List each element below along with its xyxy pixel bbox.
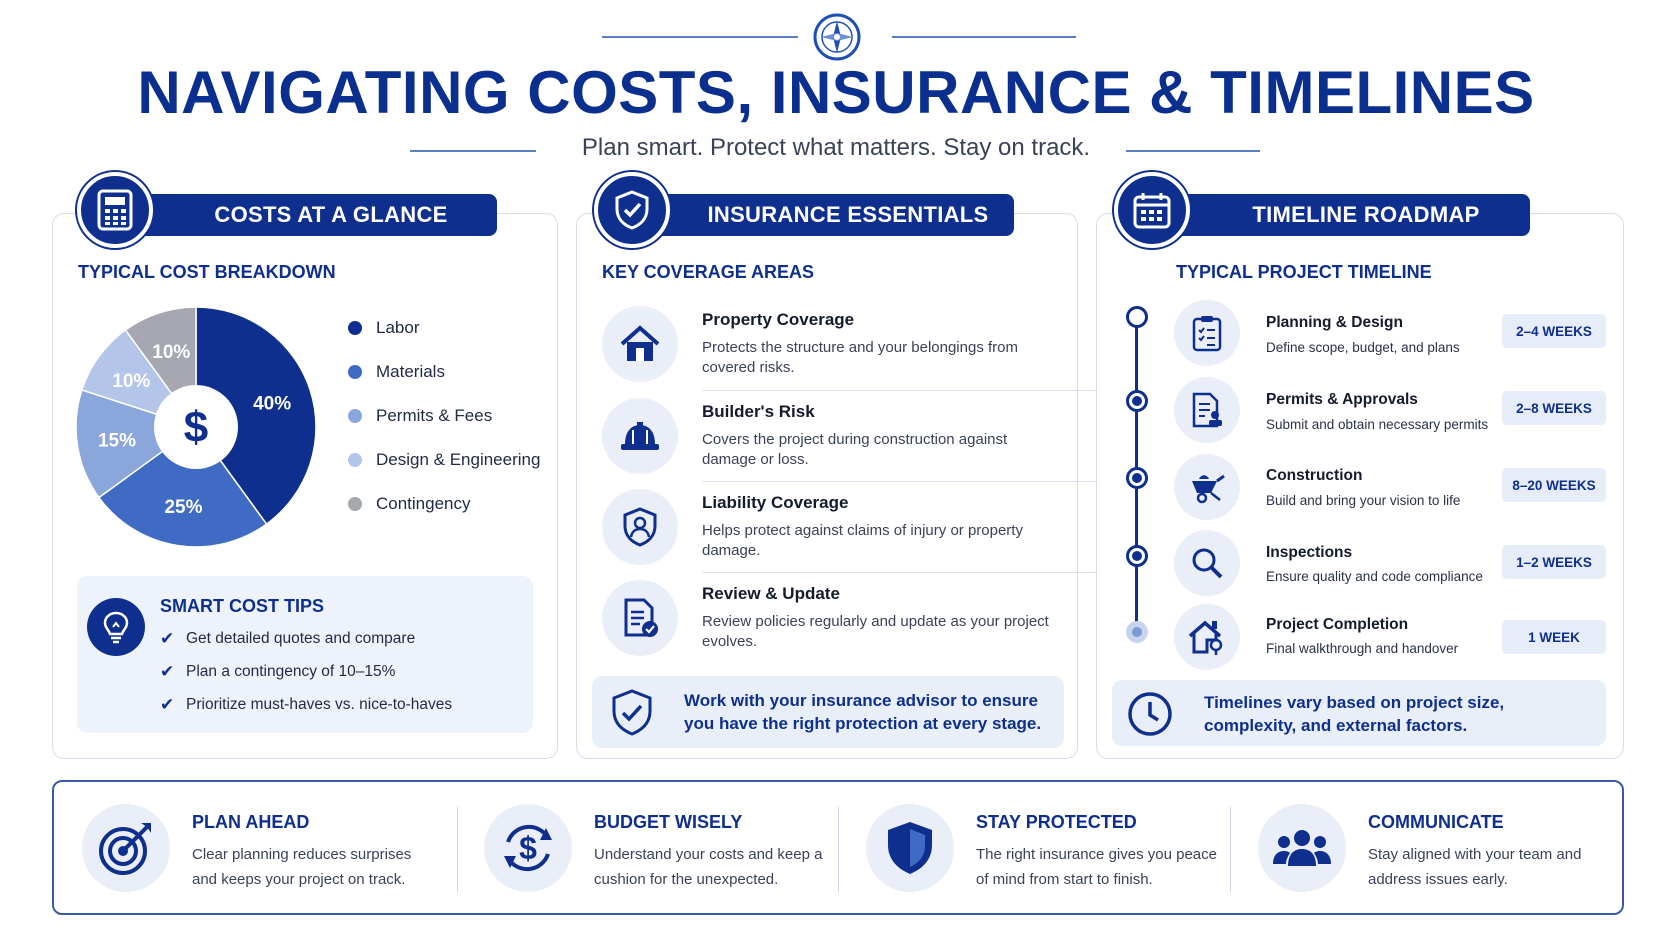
costs-heading [77,172,497,248]
legend-swatch [348,365,362,379]
tip-item [160,629,415,649]
dollar-cycle-icon [484,804,572,892]
cost-pie-chart [74,305,318,549]
check-icon: ✔ [160,695,175,714]
document-check-icon [602,580,678,656]
divider [1230,807,1231,892]
smart-cost-tips [77,576,533,733]
svg-text:$: $ [519,830,537,866]
coverage-item-property [602,306,1072,396]
divider [457,807,458,892]
shield-check-icon [594,172,670,248]
legend-label: Design & Engineering [376,450,541,469]
coverage-title: Review & Update [702,584,840,603]
calendar-icon [1114,172,1190,248]
divider [838,807,839,892]
page-subtitle: Plan smart. Protect what matters. Stay on track. [581,134,1091,161]
divider [702,572,1110,573]
step-title: Construction [1266,467,1363,484]
tip-title: PLAN AHEAD [192,812,310,832]
coverage-desc: Protects the structure and your belongings from covered risks. [702,339,1018,376]
step-title: Project Completion [1266,616,1409,633]
coverage-title: Property Coverage [702,310,855,329]
pie-value-label: 15% [97,430,137,452]
coverage-title: Liability Coverage [702,493,849,512]
legend-item [348,494,471,514]
insurance-heading-label: INSURANCE ESSENTIALS [642,194,1014,236]
insurance-heading [594,172,1014,248]
tip-desc: Clear planning reduces surprises and keeps your project on track. [192,846,412,888]
dollar-icon: $ [183,403,209,452]
lightbulb-icon [87,598,145,656]
page-title: NAVIGATING COSTS, INSURANCE & TIMELINES [137,59,1535,126]
hard-hat-icon [602,398,678,474]
timeline-heading-label: TIMELINE ROADMAP [1162,194,1530,236]
tip-title: STAY PROTECTED [976,812,1137,832]
compass-icon [812,12,862,62]
target-icon [82,804,170,892]
step-desc: Build and bring your vision to life [1266,493,1461,508]
coverage-desc: Review policies regularly and update as your project evolves. [702,613,1049,650]
divider [702,390,1110,391]
legend-label: Materials [376,362,445,381]
tip-text: Get detailed quotes and compare [186,630,416,647]
duration-badge: 1–2 WEEKS [1502,545,1606,579]
house-icon [602,306,678,382]
timeline-node [1126,467,1148,489]
timeline-node [1126,306,1148,328]
step-title: Planning & Design [1266,314,1403,331]
house-key-icon [1174,604,1240,670]
pie-value-label: 40% [253,393,292,415]
clipboard-icon [1174,300,1240,366]
duration-badge: 2–8 WEEKS [1502,391,1606,425]
timeline-callout [1112,680,1606,746]
step-desc: Final walkthrough and handover [1266,641,1459,656]
legend-label: Permits & Fees [376,406,493,425]
coverage-item-liability [602,489,1072,579]
step-desc: Ensure quality and code compliance [1266,569,1483,584]
tip-plan-ahead [82,782,422,917]
legend-swatch [348,409,362,423]
tip-desc: Understand your costs and keep a cushion for the unexpected. [594,846,823,888]
legend-swatch [348,453,362,467]
tip-text: Prioritize must-haves vs. nice-to-haves [186,696,453,713]
legend-swatch [348,321,362,335]
tip-title: BUDGET WISELY [594,812,743,832]
step-title: Permits & Approvals [1266,391,1418,408]
legend-label: Contingency [376,494,471,513]
coverage-desc: Covers the project during construction against damage or loss. [702,431,1008,468]
bottom-tips-bar [52,780,1624,915]
duration-badge: 2–4 WEEKS [1502,314,1606,348]
legend-item [348,362,445,382]
coverage-title: Builder's Risk [702,402,815,421]
pie-value-label: 10% [112,370,151,392]
timeline-node [1126,390,1148,412]
pie-value-label: 25% [164,497,203,519]
duration-badge: 1 WEEK [1502,620,1606,654]
project-timeline-label: TYPICAL PROJECT TIMELINE [1176,262,1432,282]
tip-item [160,695,452,715]
calculator-icon [77,172,153,248]
tip-budget-wisely [484,782,824,917]
cost-legend [348,318,548,518]
tip-text: Plan a contingency of 10–15% [186,663,396,680]
duration-badge: 8–20 WEEKS [1502,468,1606,502]
tip-desc: The right insurance gives you peace of mind from start to finish. [976,846,1217,888]
step-desc: Submit and obtain necessary permits [1266,417,1489,432]
permit-document-icon [1174,377,1240,443]
timeline-callout-text: Timelines vary based on project size, complexity, and external factors. [1204,693,1505,735]
cost-breakdown-label: TYPICAL COST BREAKDOWN [78,262,336,282]
timeline-heading [1114,172,1534,248]
tips-title: SMART COST TIPS [160,596,325,616]
step-desc: Define scope, budget, and plans [1266,340,1460,355]
tip-stay-protected [866,782,1226,917]
tip-title: COMMUNICATE [1368,812,1504,832]
divider [702,481,1110,482]
clock-icon [1126,690,1174,743]
header-rule-right [892,36,1076,38]
header-rule-left [602,36,798,38]
check-icon: ✔ [160,662,175,681]
legend-item [348,450,540,470]
timeline-node [1126,621,1148,643]
header [0,0,1672,170]
timeline-node [1126,545,1148,567]
tip-desc: Stay aligned with your team and address issues early. [1368,846,1582,888]
coverage-item-builders-risk [602,398,1072,488]
magnifier-icon [1174,530,1240,596]
wheelbarrow-icon [1174,454,1240,520]
tip-communicate [1258,782,1598,917]
costs-heading-label: COSTS AT A GLANCE [125,194,497,236]
insurance-callout [592,676,1064,748]
legend-swatch [348,497,362,511]
pie-value-label: 10% [152,341,191,363]
tip-item [160,662,395,682]
legend-label: Labor [376,318,420,337]
shield-check-icon [610,688,654,743]
check-icon: ✔ [160,629,175,648]
coverage-areas-label: KEY COVERAGE AREAS [602,262,815,282]
coverage-desc: Helps protect against claims of injury or property damage. [702,522,1023,559]
team-icon [1258,804,1346,892]
shield-icon [866,804,954,892]
legend-item [348,318,419,338]
insurance-callout-text: Work with your insurance advisor to ensure you have the right protection at every stage. [684,691,1042,733]
coverage-item-review [602,580,1072,670]
shield-person-icon [602,489,678,565]
legend-item [348,406,492,426]
step-title: Inspections [1266,544,1353,561]
